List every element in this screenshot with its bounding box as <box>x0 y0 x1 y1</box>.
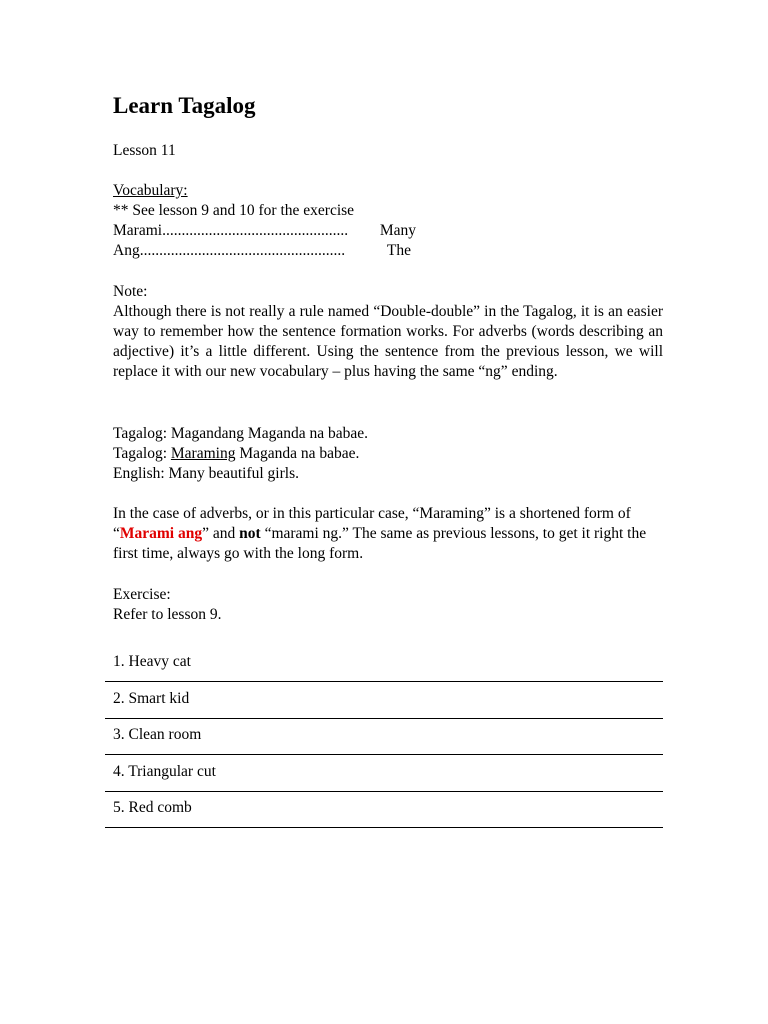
exercise-heading: Exercise: <box>113 586 171 603</box>
vocab-leader: ................................................ <box>162 222 349 239</box>
adverbs-text: “marami ng.” The same as previous lessons, to get it right the first time, always go with the long form. <box>113 525 647 562</box>
example-label: Tagalog: <box>113 445 168 462</box>
vocab-item <box>113 241 411 261</box>
example-label: Tagalog: <box>113 425 168 442</box>
lesson-number: Lesson 11 <box>113 142 176 159</box>
example-underlined-word: Maraming <box>170 445 236 462</box>
adverbs-paragraph <box>113 504 648 564</box>
example-label: English: <box>113 465 165 482</box>
vocab-word: Marami <box>113 222 163 239</box>
note-heading: Note: <box>113 283 148 300</box>
exercise-item[interactable] <box>105 791 663 828</box>
vocab-word: Ang <box>113 242 140 259</box>
vocabulary-heading: Vocabulary: <box>113 182 188 199</box>
page-title: Learn Tagalog <box>113 93 256 118</box>
exercise-item[interactable] <box>105 718 663 755</box>
exercise-item-label: 1. Heavy cat <box>113 653 191 670</box>
example-text: Many beautiful girls. <box>168 465 299 482</box>
vocab-meaning: Many <box>379 222 416 239</box>
example-line-3 <box>113 464 663 484</box>
adverbs-text: ” and <box>202 525 240 542</box>
example-text: Magandang Maganda na babae. <box>170 425 369 442</box>
exercise-item-label: 3. Clean room <box>113 726 202 743</box>
exercise-item[interactable] <box>105 682 663 719</box>
highlight-marami-ang: Marami ang <box>119 525 203 542</box>
example-line-2 <box>113 444 663 464</box>
exercise-item-label: 5. Red comb <box>113 799 192 816</box>
exercise-instruction: Refer to lesson 9. <box>113 606 222 623</box>
vocabulary-note: ** See lesson 9 and 10 for the exercise <box>113 202 355 219</box>
example-line-1 <box>113 424 663 444</box>
vocab-meaning: The <box>386 242 411 259</box>
note-body: Although there is not really a rule named “Double-double” in the Tagalog, it is an easier way to remember how the sentence formation works. For adverbs (words describing an adjective) it’s a little different. Using the sentence from the previous lesson, we will replace it with our new vocabulary – plus having the same “ng” ending. <box>113 303 663 380</box>
adverbs-text: In the case of adverbs, or in this particular case, “Maraming” is a shortened form of “ <box>113 505 631 542</box>
exercise-item-label: 4. Triangular cut <box>113 763 216 780</box>
vocab-item <box>113 221 416 241</box>
bold-not: not <box>239 525 261 542</box>
exercise-item[interactable] <box>105 755 663 792</box>
vocab-leader: ..................................................... <box>139 242 346 259</box>
exercise-item-label: 2. Smart kid <box>113 690 190 707</box>
exercise-item[interactable] <box>105 645 663 682</box>
example-text: Maganda na babae. <box>239 445 360 462</box>
